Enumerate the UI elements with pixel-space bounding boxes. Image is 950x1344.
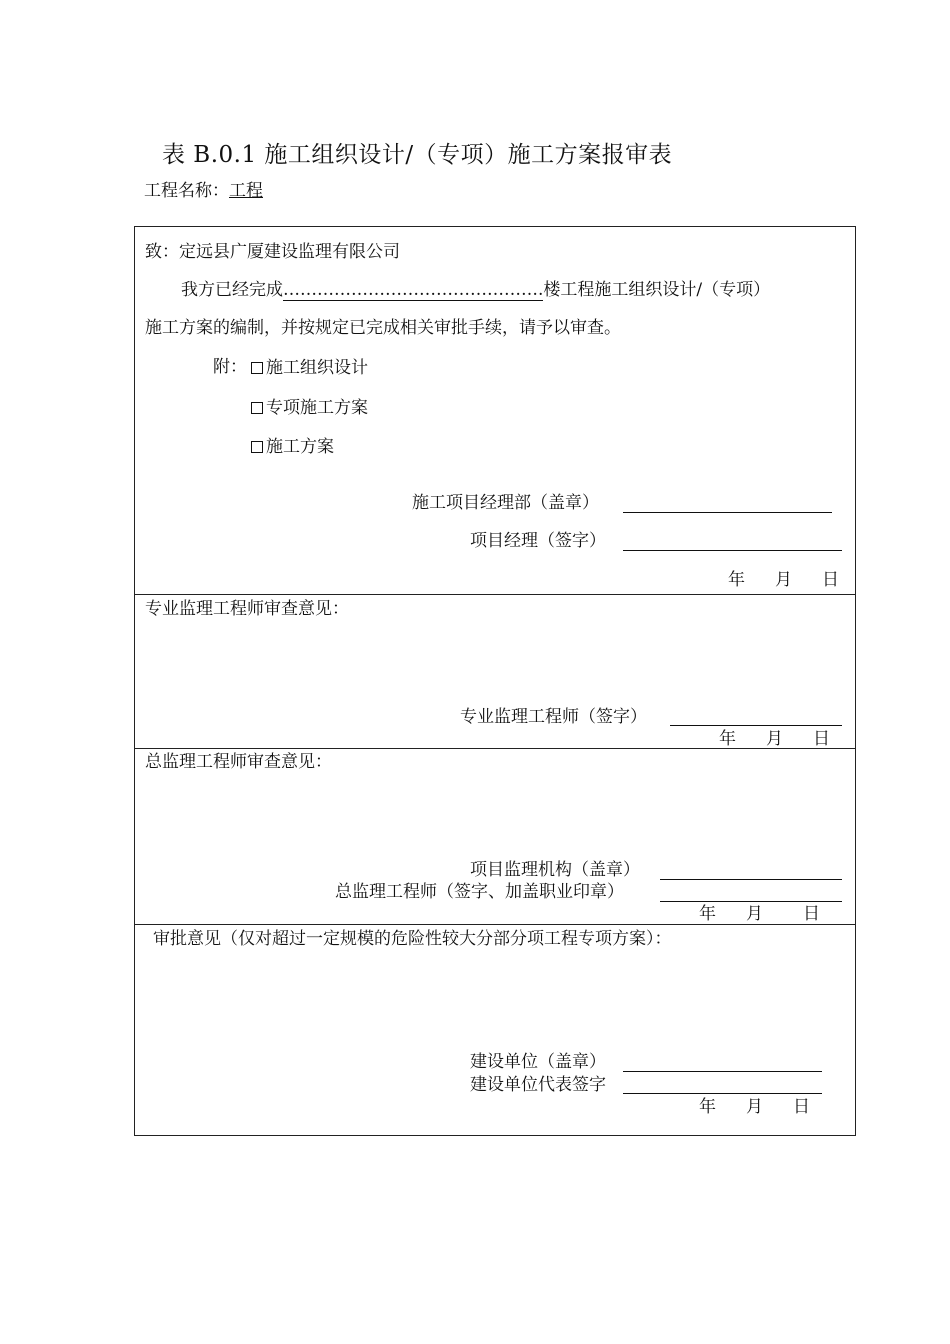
date-year: 年 <box>699 1097 716 1117</box>
submission-suffix: 楼工程施工组织设计/（专项） <box>543 280 771 300</box>
owner-rep-label: 建设单位代表签字 <box>470 1075 606 1095</box>
date-day: 日 <box>793 1097 810 1117</box>
manager-sign-line[interactable] <box>623 550 842 551</box>
project-name-value: 工程 <box>229 181 263 201</box>
org-stamp-line[interactable] <box>660 879 842 880</box>
checkbox-icon[interactable] <box>251 362 263 374</box>
date-month: 月 <box>746 1097 763 1117</box>
date-month: 月 <box>766 729 783 749</box>
addressee: 致：定远县广厦建设监理有限公司 <box>145 242 400 262</box>
submission-date <box>728 570 839 590</box>
date-year: 年 <box>728 570 745 590</box>
date-month: 月 <box>746 904 763 924</box>
date-month: 月 <box>775 570 792 590</box>
row-divider-1 <box>135 594 855 595</box>
submission-fill-blank: ………………………………………. <box>283 280 544 300</box>
row-divider-3 <box>135 924 855 925</box>
owner-stamp-label: 建设单位（盖章） <box>470 1052 606 1072</box>
specialist-sign-line[interactable] <box>670 725 842 726</box>
project-name-line <box>144 176 263 201</box>
attachment-item-label: 施工组织设计 <box>266 358 368 378</box>
attachment-item-special-plan[interactable] <box>251 398 368 418</box>
date-year: 年 <box>699 904 716 924</box>
specialist-review-heading: 专业监理工程师审查意见： <box>145 599 349 619</box>
form-title: 表 B.0.1 施工组织设计/（专项）施工方案报审表 <box>162 142 673 168</box>
date-day: 日 <box>822 570 839 590</box>
submission-line-1 <box>181 280 770 301</box>
attachment-label: 附： <box>213 357 247 377</box>
project-name-label: 工程名称： <box>144 181 229 201</box>
checkbox-icon[interactable] <box>251 441 263 453</box>
chief-review-heading: 总监理工程师审查意见： <box>145 752 332 772</box>
attachment-item-label: 专项施工方案 <box>266 398 368 418</box>
dept-stamp-label: 施工项目经理部（盖章） <box>412 493 599 513</box>
chief-review-date <box>699 904 820 924</box>
specialist-sign-label: 专业监理工程师（签字） <box>460 707 647 727</box>
org-stamp-label: 项目监理机构（盖章） <box>470 860 640 880</box>
submission-line-2: 施工方案的编制，并按规定已完成相关审批手续，请予以审查。 <box>145 318 621 338</box>
owner-rep-line[interactable] <box>623 1093 822 1094</box>
owner-approval-date <box>699 1097 810 1117</box>
owner-approval-heading: 审批意见（仅对超过一定规模的危险性较大分部分项工程专项方案）： <box>153 929 672 949</box>
date-day: 日 <box>813 729 830 749</box>
attachment-item-construction-plan[interactable] <box>251 437 334 457</box>
dept-stamp-line[interactable] <box>623 512 832 513</box>
chief-sign-line[interactable] <box>660 901 842 902</box>
review-form-table <box>134 226 856 1136</box>
chief-sign-label: 总监理工程师（签字、加盖职业印章） <box>335 882 624 902</box>
owner-stamp-line[interactable] <box>623 1071 822 1072</box>
checkbox-icon[interactable] <box>251 402 263 414</box>
specialist-review-date <box>719 729 830 749</box>
attachment-item-label: 施工方案 <box>266 437 334 457</box>
manager-sign-label: 项目经理（签字） <box>470 531 606 551</box>
date-day: 日 <box>803 904 820 924</box>
attachment-item-org-design[interactable] <box>251 358 368 378</box>
date-year: 年 <box>719 729 736 749</box>
submission-prefix: 我方已经完成 <box>181 280 283 300</box>
